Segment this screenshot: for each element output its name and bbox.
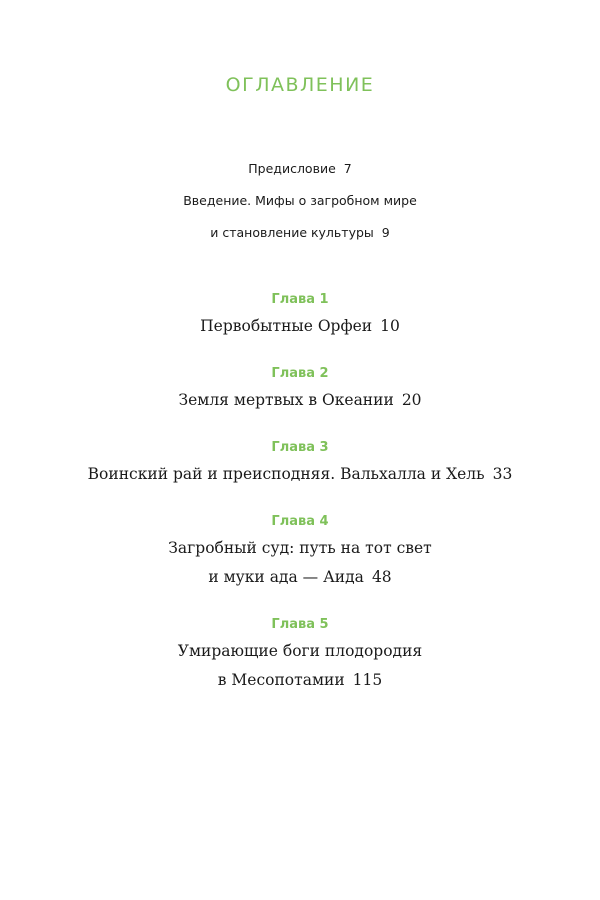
page-title: ОГЛАВЛЕНИЕ [225,74,375,96]
toc-entry-chapter-4[interactable] [0,510,600,592]
front-matter-list [0,153,600,249]
chapter-title-text: Первобытные Орфеи [200,317,373,335]
chapter-title-text: Земля мертвых в Океании [178,391,394,409]
toc-entry-chapter-2[interactable] [0,362,600,415]
chapter-title-text: Воинский рай и преисподняя. Вальхалла и Хель [87,465,485,483]
toc-entry-chapter-1[interactable] [0,288,600,341]
chapter-page-number: 48 [371,568,392,586]
chapter-label: Глава 5 [271,617,329,632]
entry-page-number: 9 [381,225,390,240]
chapter-page-number: 10 [380,317,400,335]
chapter-title [0,637,600,695]
toc-entry-preface[interactable] [0,153,600,185]
chapter-list [0,288,600,716]
entry-title: Введение. Мифы о загробном мире [183,193,417,208]
chapter-title-text: и муки ада — Аида [208,568,364,586]
chapter-label: Глава 1 [271,292,329,307]
entry-title: и становление культуры [210,225,374,240]
toc-entry-chapter-3[interactable] [0,436,600,489]
chapter-label: Глава 3 [271,440,329,455]
chapter-label: Глава 4 [271,514,329,529]
chapter-title-text: в Месопотамии [217,671,345,689]
entry-title: Предисловие [248,161,336,176]
toc-entry-chapter-5[interactable] [0,613,600,695]
chapter-title [0,386,600,415]
toc-entry-introduction-line2[interactable] [0,217,600,249]
chapter-label: Глава 2 [271,366,329,381]
chapter-page-number: 115 [352,671,383,689]
chapter-page-number: 33 [492,465,513,483]
chapter-title-text: Умирающие боги плодородия [177,642,423,660]
chapter-page-number: 20 [401,391,422,409]
chapter-title [0,312,600,341]
entry-page-number: 7 [343,161,352,176]
chapter-title [0,534,600,592]
toc-entry-introduction-line1[interactable] [0,185,600,217]
chapter-title-text: Загробный суд: путь на тот свет [168,539,432,557]
chapter-title [0,460,600,489]
